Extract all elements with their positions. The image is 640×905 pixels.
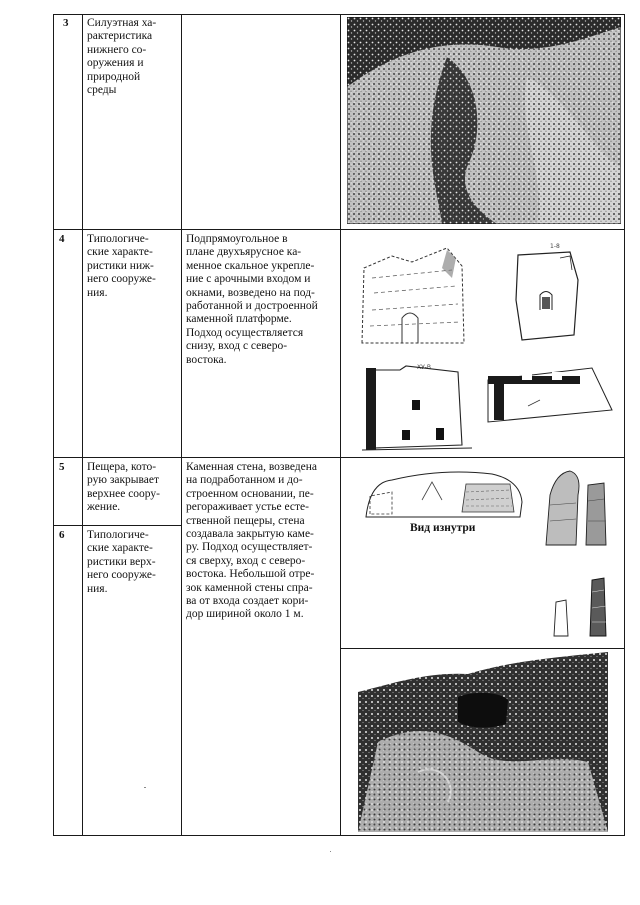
scan-speck: [330, 851, 331, 852]
tower-elevation-sketch: [362, 360, 472, 455]
row-number: 6: [59, 529, 65, 541]
row-number: 3: [63, 17, 69, 29]
table-border-right: [624, 14, 625, 836]
upper-structure-photo: [358, 652, 608, 832]
scan-speck: [144, 787, 146, 788]
table-col-divider-3: [340, 14, 341, 836]
svg-text:1-8: 1-8: [550, 243, 560, 250]
wall-fragment-sketch-lower: [546, 572, 616, 640]
tower-sketch-front: [352, 238, 477, 348]
tower-plan-sketch: [510, 240, 590, 345]
table-border-bottom: [53, 835, 625, 836]
row-divider-4-5: [53, 457, 625, 458]
tower-section-sketch: [482, 360, 617, 430]
row-number: 4: [59, 233, 65, 245]
characteristic-cell: Силуэтная ха- рактеристика нижнего со- оружения и природной среды: [87, 17, 157, 97]
description-cell: Подпрямоугольное в плане двухъярусное ка- менное скальное укрепле- ние с арочными входом и окнами, возведено на под- работанной и достроенной каменной платформе. Подход осуществляется снизу, вход с северо- востока.: [186, 233, 318, 366]
image-divider-row-5: [340, 648, 625, 649]
table-col-divider-2: [181, 14, 182, 836]
wall-fragment-sketch-upper: [536, 465, 616, 550]
cave-wall-sketch: [362, 462, 527, 522]
table-border-left: [53, 14, 54, 836]
characteristic-cell: Типологиче- ские характе- ристики ниж- него сооруже- ния.: [87, 233, 156, 299]
row-divider-5-6: [53, 525, 181, 526]
characteristic-cell: Пещера, кото- рую закрывает верхнее соору- жение.: [87, 461, 160, 514]
table-col-divider-1: [82, 14, 83, 836]
row-divider-3-4: [53, 229, 625, 230]
svg-text:ХУ-В: ХУ-В: [417, 364, 432, 371]
description-cell: Каменная стена, возведена на подработанном и до- строенном основании, пе- регораживает устье есте- ственной пещеры, стена создавала закрытую каме- ру. Подход осуществляет- ся сверху, вход с северо- востока. Небольшой отре- зок каменной стены спра- ва от входа создает кори- дор шириной около 1 м.: [186, 461, 317, 621]
row-number: 5: [59, 461, 65, 473]
characteristic-cell: Типологиче- ские характе- ристики верх- него сооруже- ния.: [87, 529, 156, 595]
table-border-top: [53, 14, 625, 15]
silhouette-photo: [347, 17, 621, 224]
inside-view-caption: Вид изнутри: [410, 522, 476, 534]
